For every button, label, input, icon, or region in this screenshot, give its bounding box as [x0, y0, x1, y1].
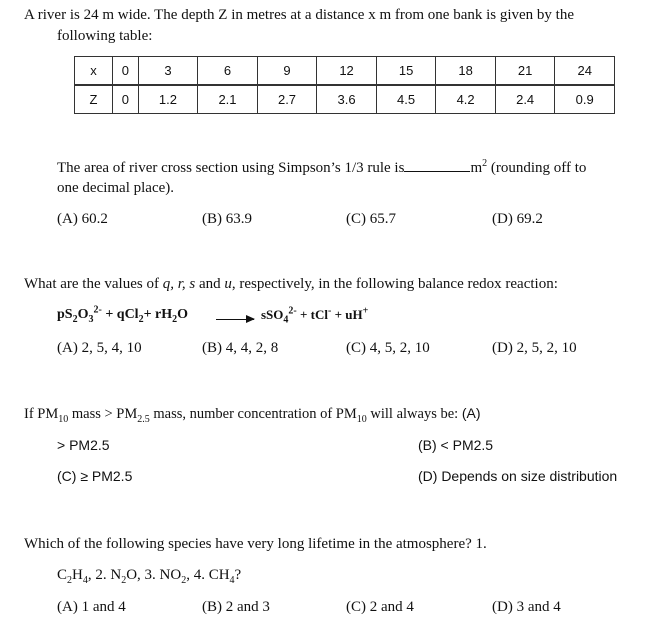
q4-sub: 2 — [67, 575, 73, 586]
z-cell: 1.2 — [138, 85, 198, 114]
table-row-x — [75, 57, 615, 86]
x-cell: 6 — [198, 57, 258, 86]
z-cell: 2.4 — [495, 85, 555, 114]
q4-c: C — [57, 567, 68, 583]
q4-h: H — [72, 567, 83, 583]
q1-question-line2: one decimal place). — [57, 180, 175, 196]
eq-water: + rH — [143, 307, 173, 322]
q3-option-d: (D) Depends on size distribution — [418, 468, 618, 484]
q4-option-c: (C) 2 and 4 — [346, 599, 414, 615]
table-row-z — [75, 85, 615, 114]
q3-sub: 2.5 — [137, 413, 150, 425]
depth-table — [74, 56, 615, 114]
q3-sub: 10 — [58, 413, 69, 425]
q3-question — [24, 404, 480, 423]
x-label-cell: x — [75, 57, 113, 86]
q4-no: O, 3. NO — [126, 567, 182, 583]
z-label-cell: Z — [75, 85, 113, 114]
q3-text-a: If PM — [24, 406, 59, 422]
eq-chloride: + tCl — [296, 307, 328, 322]
q3-sub: 10 — [356, 413, 367, 425]
q3-option-b: (B) < PM2.5 — [418, 437, 494, 453]
q2-text-and: and — [195, 276, 225, 292]
eq-charge: 2- — [93, 304, 102, 316]
eq-sub: 2 — [138, 313, 144, 325]
eq-charge: 2- — [288, 305, 297, 317]
x-cell: 3 — [138, 57, 198, 86]
q2-option-a: (A) 2, 5, 4, 10 — [57, 340, 142, 356]
q3-option-a: > PM2.5 — [57, 437, 110, 453]
q1-rounding-text: (rounding off to — [487, 160, 587, 176]
q1-option-b: (B) 63.9 — [202, 211, 252, 227]
eq-charge: + — [362, 305, 369, 317]
q4-option-b: (B) 2 and 3 — [202, 599, 270, 615]
q2-option-c: (C) 4, 5, 2, 10 — [346, 340, 430, 356]
q2-text-b: , respectively, in the following balance redox reaction: — [231, 276, 558, 292]
q4-question-line2 — [57, 566, 241, 584]
q3-option-c: (C) ≥ PM2.5 — [57, 468, 133, 484]
q3-text-d: will always be: — [366, 406, 462, 422]
eq-oxygen: O — [77, 307, 89, 322]
x-cell: 21 — [495, 57, 555, 86]
q2-option-b: (B) 4, 4, 2, 8 — [202, 340, 279, 356]
eq-sub: 3 — [88, 313, 94, 325]
q1-intro-line1: A river is 24 m wide. The depth Z in metres at a distance x m from one bank is given by the — [24, 7, 575, 23]
equation-left — [57, 306, 188, 324]
q3-text-b: mass > PM — [68, 406, 138, 422]
q4-sub: 4 — [229, 575, 235, 586]
z-cell: 3.6 — [317, 85, 377, 114]
x-cell: 15 — [376, 57, 436, 86]
q1-question-text: The area of river cross section using Simpson’s 1/3 rule is — [57, 160, 405, 176]
x-cell: 0 — [113, 57, 139, 86]
q1-option-c: (C) 65.7 — [346, 211, 396, 227]
q4-option-d: (D) 3 and 4 — [492, 599, 561, 615]
equation-right — [261, 306, 368, 324]
z-cell: 0 — [113, 85, 139, 114]
q4-question-line1: Which of the following species have very long lifetime in the atmosphere? 1. — [24, 536, 487, 552]
q3-text-c: mass, number concentration of PM — [149, 406, 357, 422]
q1-intro-line2: following table: — [57, 28, 153, 44]
z-cell: 2.1 — [198, 85, 258, 114]
z-cell: 4.2 — [436, 85, 496, 114]
q2-option-d: (D) 2, 5, 2, 10 — [492, 340, 577, 356]
answer-blank — [404, 157, 470, 172]
eq-sub: 2 — [72, 313, 78, 325]
q3-option-a-label: (A) — [461, 405, 481, 421]
q2-var-u: u — [224, 276, 232, 292]
x-cell: 24 — [555, 57, 615, 86]
eq-water-o: O — [177, 307, 189, 322]
q2-question — [24, 275, 558, 293]
q4-n: , 2. N — [87, 567, 122, 583]
x-cell: 9 — [257, 57, 317, 86]
unit-exponent: 2 — [482, 158, 488, 169]
q2-text-a: What are the values of — [24, 276, 163, 292]
eq-charge: - — [328, 305, 332, 317]
unit-m: m — [470, 160, 483, 176]
eq-chlorine: + qCl — [101, 307, 139, 322]
q4-sub: 2 — [121, 575, 127, 586]
q4-qmark: ? — [234, 567, 242, 583]
q4-sub: 2 — [181, 575, 187, 586]
q2-vars: q, r, s — [162, 276, 196, 292]
z-cell: 2.7 — [257, 85, 317, 114]
q1-option-a: (A) 60.2 — [57, 211, 108, 227]
eq-sub: 4 — [283, 314, 289, 326]
q1-question-line1 — [57, 157, 586, 177]
z-cell: 0.9 — [555, 85, 615, 114]
eq-sub: 2 — [172, 313, 178, 325]
q4-option-a: (A) 1 and 4 — [57, 599, 126, 615]
q4-ch: , 4. CH — [186, 567, 230, 583]
eq-sulfate: sSO — [261, 307, 284, 322]
z-cell: 4.5 — [376, 85, 436, 114]
reaction-arrow-icon — [216, 319, 254, 320]
q4-sub: 4 — [82, 575, 88, 586]
eq-proton: + uH — [331, 307, 363, 322]
eq-thiosulfate: pS — [57, 307, 73, 322]
x-cell: 18 — [436, 57, 496, 86]
x-cell: 12 — [317, 57, 377, 86]
q1-option-d: (D) 69.2 — [492, 211, 543, 227]
